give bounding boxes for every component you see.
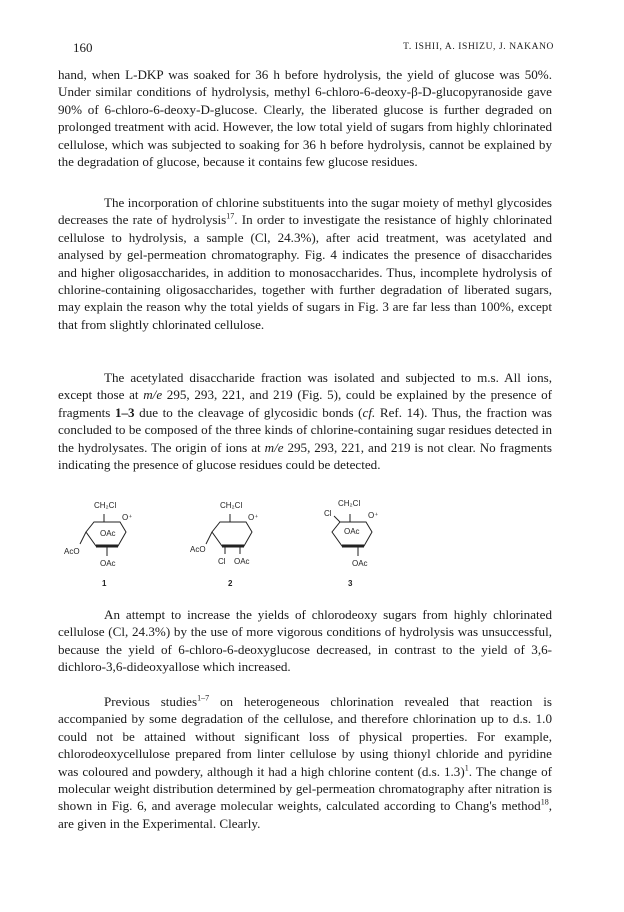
label-1-oac-ring: OAc [100,529,116,538]
paragraph-5-part-b: on heterogeneous chlorination revealed that reaction is accompanied by some degradation of the cellulose, and therefore chlorination up to d.s. 1.0 could not be attained without significant loss of physical properties. For example, chlorodeoxycellulose prepared from linter cellulose by using thionyl chloride and pyridine was coloured and powdery, although it had a high chlorine content (d.s. 1.3) [58,694,552,779]
label-2-ch2cl: CH₂Cl [220,501,243,510]
label-3-oac-bottom: OAc [352,559,368,568]
label-3-ch2cl: CH₂Cl [338,499,361,508]
compound-number-3: 3 [348,579,353,588]
paragraph-1 [58,66,552,170]
paragraph-4 [58,606,552,676]
fragment-structures [60,494,480,594]
paragraph-4-text: An attempt to increase the yields of chlorodeoxy sugars from highly chlorinated cellulose (Cl, 24.3%) by the use of more vigorous conditions of hydrolysis was unsuccessful, because the yield of 6-chloro-6-deoxyglucose decreased, in contrast to the yield of 3,6-dichloro-3,6-dideoxyallose which increased. [58,607,552,675]
cf-italic: cf. [362,404,376,420]
label-1-oplus: O⁺ [122,513,133,522]
ring-2-bond-aco [206,532,212,544]
paragraph-5 [58,693,552,832]
paragraph-5-part-a: Previous studies [104,694,198,709]
mz-italic-1: m/e [143,387,163,403]
reference-1: 1 [464,763,469,773]
label-2-oplus: O⁺ [248,513,259,522]
paragraph-2-part-a: The incorporation of chlorine substituents into the sugar moiety of methyl glycosides decreases the rate of hydrolysis [58,195,552,228]
paragraph-1-text: hand, when L-DKP was soaked for 36 h before hydrolysis, the yield of glucose was 50%. Under similar conditions of hydrolysis, methyl 6-chloro-6-deoxy-β-D-glucopyranoside gave 90% of 6-chloro-6-deoxy-D-glucose. Clearly, the liberated glucose is further degraded on prolonged treatment with acid. However, the low total yield of sugars from highly chlorinated cellulose, which was subjected to soaking for 36 h before hydrolysis, cannot be explained by the degradation of glucose, because it contains few glucose residues. [58,67,552,170]
running-head: T. ISHII, A. ISHIZU, J. NAKANO [403,42,554,52]
paragraph-5-text [58,693,552,832]
compound-number-2: 2 [228,579,233,588]
label-2-aco: AcO [190,545,206,554]
fragment-numbers: 1–3 [114,404,135,420]
paragraph-5-part-c: . The change of molecular weight distribution determined by gel-permeation chromatography after nitration is shown in Fig. 6, and average molecular weights, calculated according to Chang's method [58,763,552,814]
compound-number-1: 1 [102,579,107,588]
label-2-cl: Cl [218,557,226,566]
reference-17: 17 [226,212,235,222]
label-3-oplus: O⁺ [368,511,379,520]
ring-2 [212,514,252,546]
paragraph-3-part-c: due to the cleavage of glycosidic bonds ( [134,404,363,420]
reference-18: 18 [540,798,549,808]
paragraph-3-part-d: Ref. 14). Thus, the fraction was concluded to be composed of the three kinds of chlorine-containing sugar residues detected in the hydrolysates. The origin of ions at [58,404,552,455]
paragraph-2-text [58,194,552,333]
label-3-cl: Cl [324,509,332,518]
reference-1-7: 1–7 [197,693,210,703]
page-number: 160 [73,40,93,55]
paragraph-5-part-d: , are given in the Experimental. Clearly. [58,798,552,831]
paragraph-3-part-e: 295, 293, 221, and 219 is not clear. No fragments indicating the presence of glucose residues could be detected. [58,439,552,473]
label-1-aco: AcO [64,547,80,556]
label-2-oac: OAc [234,557,250,566]
label-3-oac-ring: OAc [344,527,360,536]
paragraph-3-part-b: 295, 293, 221, and 219 (Fig. 5), could be explained by the presence of fragments [58,387,552,420]
paragraph-3-text [58,369,552,473]
paragraph-3-part-a: The acetylated disaccharide fraction was isolated and subjected to m.s. All ions, except those at [58,370,552,403]
ring-1-bond-aco [80,532,86,544]
paragraph-2-part-b: . In order to investigate the resistance of highly chlorinated cellulose to hydrolysis, a sample (Cl, 24.3%), after acid treatment, was acetylated and analysed by gel-permeation chromatography. Fig. 4 indicates the presence of disaccharides and higher oligosaccharides, in addition to monosaccharides. Thus, incomplete hydrolysis of chlorine-containing oligosaccharides, together with further degradation of liberated sugars, may explain the reason why the total yields of sugars in Fig. 3 are far less than 100%, except that from slightly chlorinated cellulose. [58,212,552,332]
label-1-oac-bottom: OAc [100,559,116,568]
paragraph-2 [58,194,552,333]
mz-italic-2: m/e [264,439,284,455]
ring-3-bond-cl [334,516,340,522]
label-1-ch2cl: CH₂Cl [94,501,117,510]
paragraph-3 [58,369,552,473]
structures-svg [60,494,480,594]
